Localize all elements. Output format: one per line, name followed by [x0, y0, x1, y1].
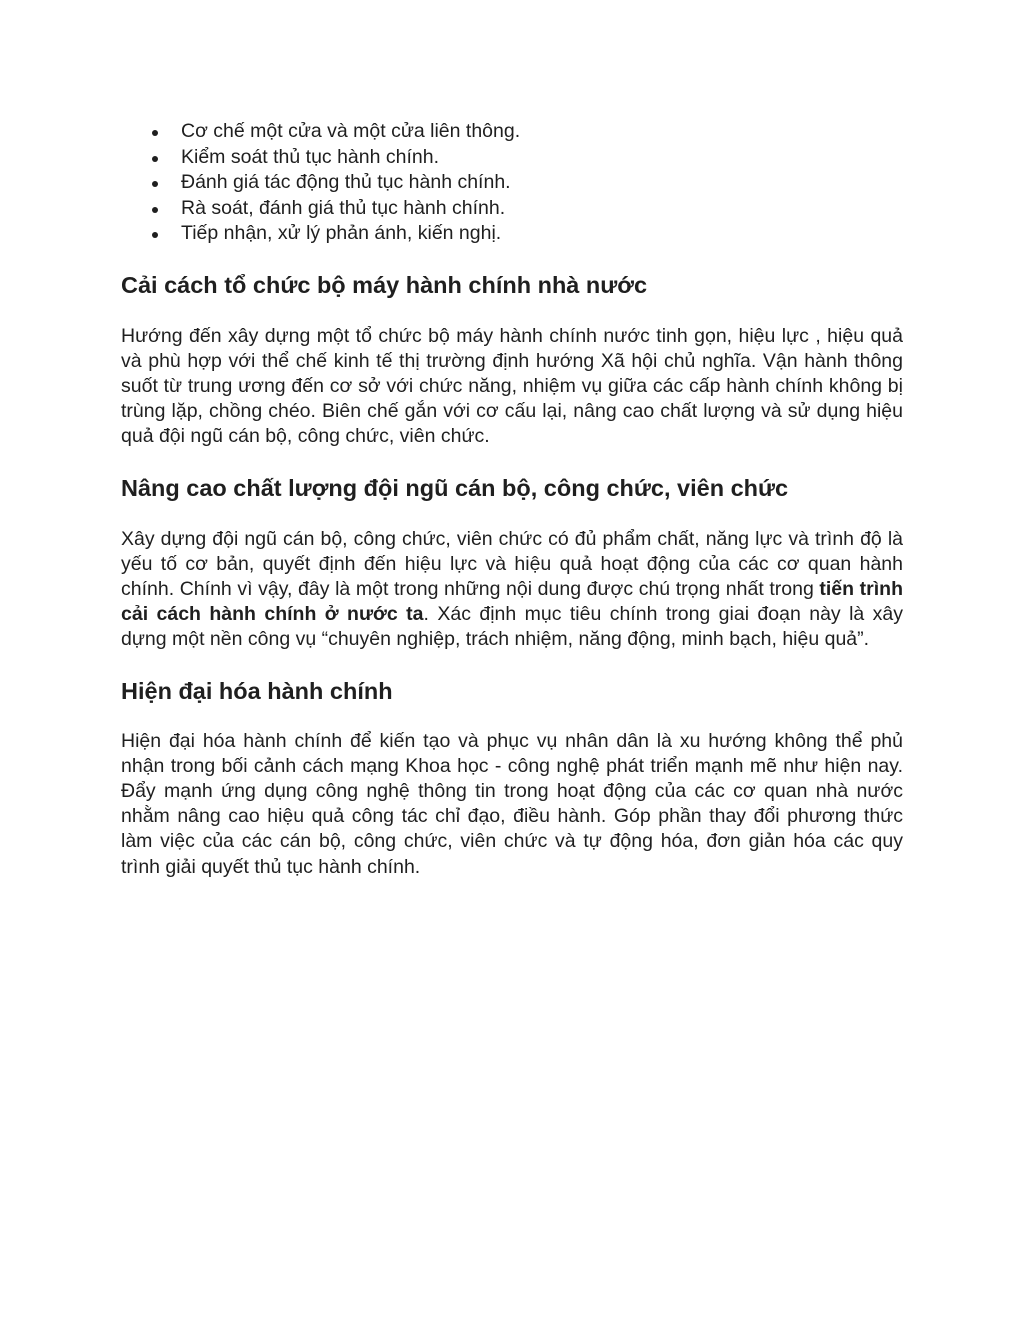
list-item [121, 221, 903, 247]
list-item-text: Đánh giá tác động thủ tục hành chính. [181, 171, 511, 193]
section-paragraph-modernization: Hiện đại hóa hành chính để kiến tạo và phục vụ nhân dân là xu hướng không thể phủ nhận trong bối cảnh cách mạng Khoa học - công nghệ phát triển mạnh mẽ như hiện nay. Đẩy mạnh ứng dụng công nghệ thông tin trong hoạt động của các cơ quan nhà nước nhằm nâng cao hiệu quả công tác chỉ đạo, điều hành. Góp phần thay đổi phương thức làm việc của các cán bộ, công chức, viên chức và tự động hóa, đơn giản hóa các quy trình giải quyết thủ tục hành chính. [121, 729, 903, 878]
section-paragraph-administrative-apparatus: Hướng đến xây dựng một tổ chức bộ máy hành chính nước tinh gọn, hiệu lực , hiệu quả và phù hợp với thể chế kinh tế thị trường định hướng Xã hội chủ nghĩa. Vận hành thông suốt từ trung ương đến cơ sở với chức năng, nhiệm vụ giữa các cấp hành chính không bị trùng lặp, chồng chéo. Biên chế gắn với cơ cấu lại, nâng cao chất lượng và sử dụng hiệu quả đội ngũ cán bộ, công chức, viên chức. [121, 324, 903, 448]
list-item [121, 196, 903, 222]
bullet-dot-icon [152, 130, 158, 136]
list-item [121, 145, 903, 171]
paragraph-text-before: Xây dựng đội ngũ cán bộ, công chức, viên chức có đủ phẩm chất, năng lực và trình độ là yếu tố cơ bản, quyết định đến hiệu lực và hiệu quả hoạt động của các cơ quan hành chính. Chính vì vậy, đây là một trong những nội dung được chú trọng nhất trong [121, 527, 903, 600]
section-heading-modernization: Hiện đại hóa hành chính [121, 677, 393, 704]
bullet-list [121, 119, 903, 247]
bullet-dot-icon [152, 232, 158, 238]
paragraph-text-after: . Xác định mục tiêu chính trong giai đoạn này là xây dựng một nền công vụ “chuyên nghiệp, trách nhiệm, năng động, minh bạch, hiệu quả”. [121, 603, 903, 651]
list-item-text: Cơ chế một cửa và một cửa liên thông. [181, 120, 521, 142]
bullet-dot-icon [152, 156, 158, 162]
list-item-text: Rà soát, đánh giá thủ tục hành chính. [181, 196, 506, 219]
list-item [121, 119, 903, 145]
list-item-text: Kiểm soát thủ tục hành chính. [181, 145, 439, 168]
document-body [121, 119, 903, 880]
list-item [121, 170, 903, 196]
bold-link-text: tiến trình cải cách hành chính ở nước ta [121, 577, 903, 626]
section-heading-civil-servants: Nâng cao chất lượng đội ngũ cán bộ, công chức, viên chức [121, 474, 789, 501]
list-item-text: Tiếp nhận, xử lý phản ánh, kiến nghị. [181, 222, 502, 244]
section-paragraph-civil-servants [121, 527, 903, 653]
bullet-dot-icon [152, 207, 158, 213]
section-heading-administrative-apparatus: Cải cách tổ chức bộ máy hành chính nhà nước [121, 271, 648, 298]
bullet-dot-icon [152, 181, 158, 187]
